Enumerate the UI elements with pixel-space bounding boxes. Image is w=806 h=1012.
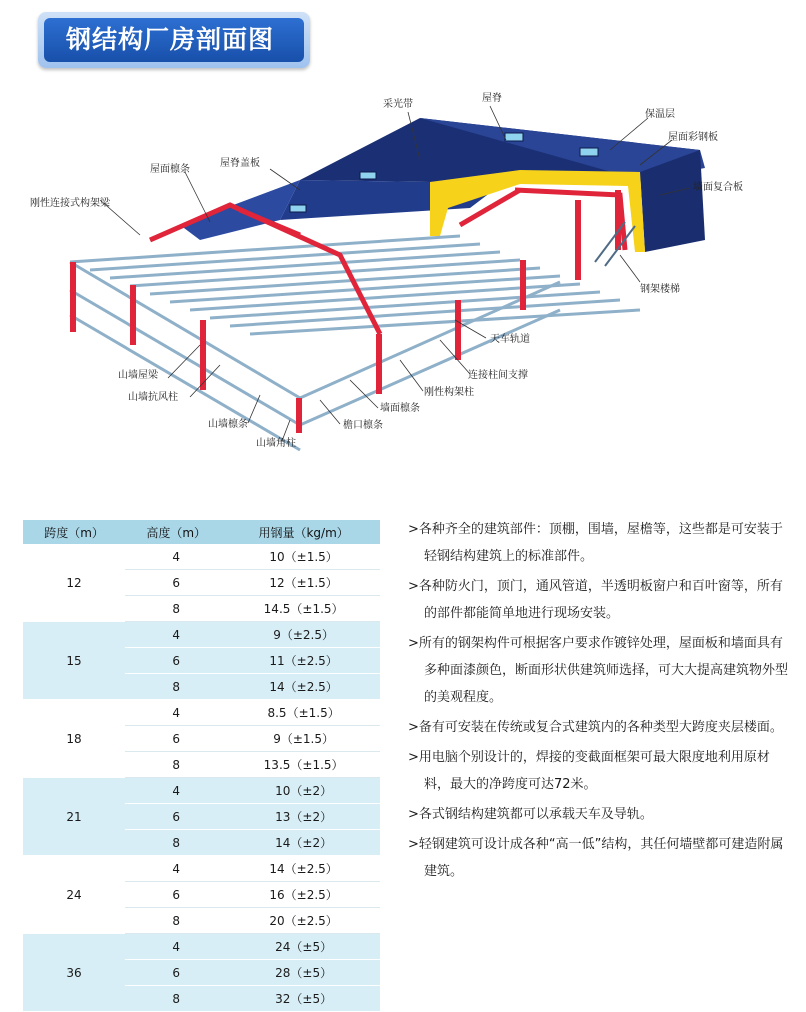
table-row [23,778,380,804]
steel-usage-cell: 13（±2） [227,804,380,830]
header-span: 跨度（m） [23,520,125,544]
height-cell: 4 [125,700,227,726]
note-item: >用电脑个别设计的，焊接的变截面框架可最大限度地利用原材料，最大的净跨度可达72米。 [408,750,770,792]
height-cell: 4 [125,778,227,804]
steel-usage-cell: 11（±2.5） [227,648,380,674]
label-steel-stair: 钢架楼梯 [640,284,680,295]
height-cell: 8 [125,986,227,1012]
steel-usage-table [23,520,380,1012]
steel-usage-cell: 9（±2.5） [227,622,380,648]
label-gable-wind-column: 山墙抗风柱 [128,392,178,403]
table-row [23,856,380,882]
span-cell: 12 [23,544,125,622]
span-cell: 18 [23,700,125,778]
height-cell: 8 [125,752,227,778]
label-rigid-frame: 刚性连接式构架梁 [30,198,110,209]
note-item: >各式钢结构建筑都可以承载天车及导轨。 [408,807,653,822]
header-height: 高度（m） [125,520,227,544]
note-item: >各种齐全的建筑部件：顶棚，围墙，屋檐等，这些都是可安装于轻钢结构建筑上的标准部件。 [408,522,783,564]
table-row [23,934,380,960]
span-cell: 36 [23,934,125,1012]
skylight [290,205,306,212]
steel-usage-cell: 9（±1.5） [227,726,380,752]
label-gable-beam: 山墙屋梁 [118,370,158,381]
height-cell: 6 [125,570,227,596]
label-crane-rail: 天车轨道 [490,334,530,345]
label-roof-purlin: 屋面檩条 [150,164,190,175]
skylight [580,148,598,156]
span-cell: 24 [23,856,125,934]
height-cell: 4 [125,856,227,882]
label-gable-corner-column: 山墙角柱 [256,438,296,449]
steel-usage-cell: 13.5（±1.5） [227,752,380,778]
steel-usage-cell: 8.5（±1.5） [227,700,380,726]
note-item: >备有可安装在传统或复合式建筑内的各种类型大跨度夹层楼面。 [408,720,783,735]
height-cell: 4 [125,934,227,960]
label-eave-purlin: 檐口檩条 [343,420,383,431]
steel-structure-diagram [0,80,806,470]
height-cell: 4 [125,544,227,570]
title-banner [38,12,310,68]
purlin-grid [70,236,640,450]
steel-usage-cell: 32（±5） [227,986,380,1012]
steel-usage-cell: 14（±2.5） [227,674,380,700]
steel-usage-cell: 14.5（±1.5） [227,596,380,622]
steel-usage-cell: 10（±1.5） [227,544,380,570]
height-cell: 6 [125,804,227,830]
table-row [23,544,380,570]
note-item: >所有的钢架构件可根据客户要求作镀锌处理，屋面板和墙面具有多种面漆颜色，断面形状供建筑师选择，可大大提高建筑物外型的美观程度。 [408,636,789,705]
steel-usage-cell: 24（±5） [227,934,380,960]
steel-usage-cell: 14（±2） [227,830,380,856]
height-cell: 6 [125,882,227,908]
note-item: >轻钢建筑可设计成各种“高一低”结构，其任何墙壁都可建造附属建筑。 [408,837,784,879]
height-cell: 8 [125,908,227,934]
label-roof-panel: 屋面彩钢板 [668,132,718,143]
steel-usage-cell: 28（±5） [227,960,380,986]
steel-usage-cell: 10（±2） [227,778,380,804]
table-row [23,622,380,648]
height-cell: 4 [125,622,227,648]
label-column-bracing: 连接柱间支撑 [468,370,528,381]
label-ridge-cover: 屋脊盖板 [220,158,260,169]
label-skylight: 采光带 [383,99,413,110]
label-wall-composite: 墙面复合板 [693,182,743,193]
span-cell: 15 [23,622,125,700]
height-cell: 6 [125,726,227,752]
height-cell: 8 [125,596,227,622]
label-gable-purlin: 山墙檩条 [208,419,248,430]
feature-notes [408,516,788,888]
label-wall-purlin: 墙面檩条 [380,403,420,414]
skylight [360,172,376,179]
height-cell: 8 [125,830,227,856]
height-cell: 6 [125,648,227,674]
height-cell: 8 [125,674,227,700]
page-title: 钢结构厂房剖面图 [44,18,304,62]
steel-usage-cell: 14（±2.5） [227,856,380,882]
header-steel: 用钢量（kg/m） [227,520,380,544]
label-ridge: 屋脊 [482,93,502,104]
note-item: >各种防火门，顶门，通风管道，半透明板窗户和百叶窗等，所有的部件都能简单地进行现场安装。 [408,579,783,621]
height-cell: 6 [125,960,227,986]
table-header-row [23,520,380,544]
steel-usage-cell: 16（±2.5） [227,882,380,908]
steel-usage-cell: 12（±1.5） [227,570,380,596]
skylight [505,133,523,141]
label-insulation: 保温层 [645,109,675,120]
span-cell: 21 [23,778,125,856]
label-rigid-column: 刚性构架柱 [424,387,474,398]
steel-usage-cell: 20（±2.5） [227,908,380,934]
table-row [23,700,380,726]
